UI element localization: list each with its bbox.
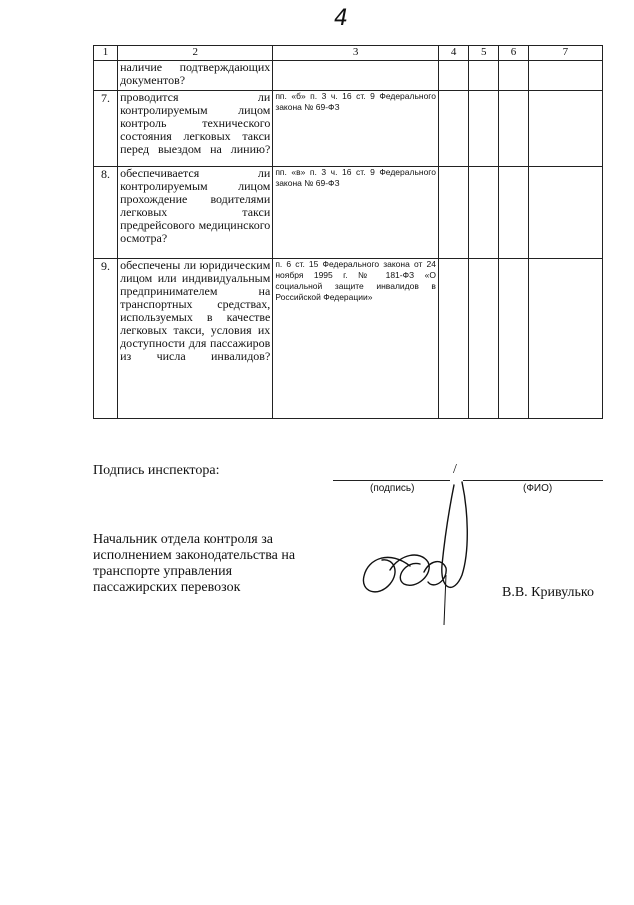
- reference-cell: пп. «б» п. 3 ч. 16 ст. 9 Федерального закона № 69-ФЗ: [273, 91, 439, 167]
- table-row: [94, 91, 603, 167]
- handwritten-signature: [350, 480, 480, 630]
- header-cell: 5: [469, 46, 499, 61]
- reference-cell: пп. «в» п. 3 ч. 16 ст. 9 Федерального закона № 69-ФЗ: [273, 167, 439, 259]
- signature-caption: (подпись): [370, 483, 415, 494]
- note-cell[interactable]: [528, 259, 602, 419]
- header-cell: 1: [94, 46, 118, 61]
- table-row: [94, 167, 603, 259]
- row-number: 7.: [94, 91, 118, 167]
- table-header-row: [94, 46, 603, 61]
- answer-yes-cell[interactable]: [438, 167, 468, 259]
- note-cell[interactable]: [528, 91, 602, 167]
- note-cell[interactable]: [528, 61, 602, 91]
- answer-na-cell[interactable]: [499, 167, 528, 259]
- row-number-cell: [94, 61, 118, 91]
- approver-position: Начальник отдела контроля за исполнением законодательства на транспорте управления пассажирских перевозок: [93, 532, 296, 595]
- name-caption: (ФИО): [523, 483, 553, 494]
- answer-yes-cell[interactable]: [438, 91, 468, 167]
- header-cell: 4: [438, 46, 468, 61]
- note-cell[interactable]: [528, 167, 602, 259]
- answer-no-cell[interactable]: [469, 91, 499, 167]
- inspector-signature-label: Подпись инспектора:: [93, 463, 220, 478]
- row-number: 8.: [94, 167, 118, 259]
- question-cell: наличие подтверждающих документов?: [118, 61, 273, 91]
- reference-cell: п. 6 ст. 15 Федерального закона от 24 ноября 1995 г. № 181-ФЗ «О социальной защите инвалидов в Российской Федерации»: [273, 259, 439, 419]
- row-number: 9.: [94, 259, 118, 419]
- header-cell: 6: [499, 46, 528, 61]
- answer-no-cell[interactable]: [469, 259, 499, 419]
- header-cell: 3: [273, 46, 439, 61]
- answer-no-cell[interactable]: [469, 167, 499, 259]
- full-name-line[interactable]: [463, 480, 603, 481]
- approver-name: В.В. Кривулько: [502, 585, 594, 600]
- question-cell: проводится ли контролируемым лицом контроль технического состояния легковых такси перед выездом на линию?: [118, 91, 273, 167]
- answer-yes-cell[interactable]: [438, 61, 468, 91]
- table-row: [94, 259, 603, 419]
- answer-no-cell[interactable]: [469, 61, 499, 91]
- table-row: [94, 61, 603, 91]
- question-cell: обеспечивается ли контролируемым лицом прохождение водителями легковых такси предрейсового медицинского осмотра?: [118, 167, 273, 259]
- header-cell: 2: [118, 46, 273, 61]
- checklist-table: [93, 45, 603, 419]
- answer-yes-cell[interactable]: [438, 259, 468, 419]
- answer-na-cell[interactable]: [499, 91, 528, 167]
- question-cell: обеспечены ли юридическим лицом или индивидуальным предпринимателем на транспортных средствах, используемых в качестве легковых такси, условия их доступности для пассажиров из числа инвалидов?: [118, 259, 273, 419]
- header-cell: 7: [528, 46, 602, 61]
- signature-separator: /: [453, 462, 457, 477]
- answer-na-cell[interactable]: [499, 259, 528, 419]
- reference-cell: [273, 61, 439, 91]
- page-number: 4: [334, 6, 348, 31]
- answer-na-cell[interactable]: [499, 61, 528, 91]
